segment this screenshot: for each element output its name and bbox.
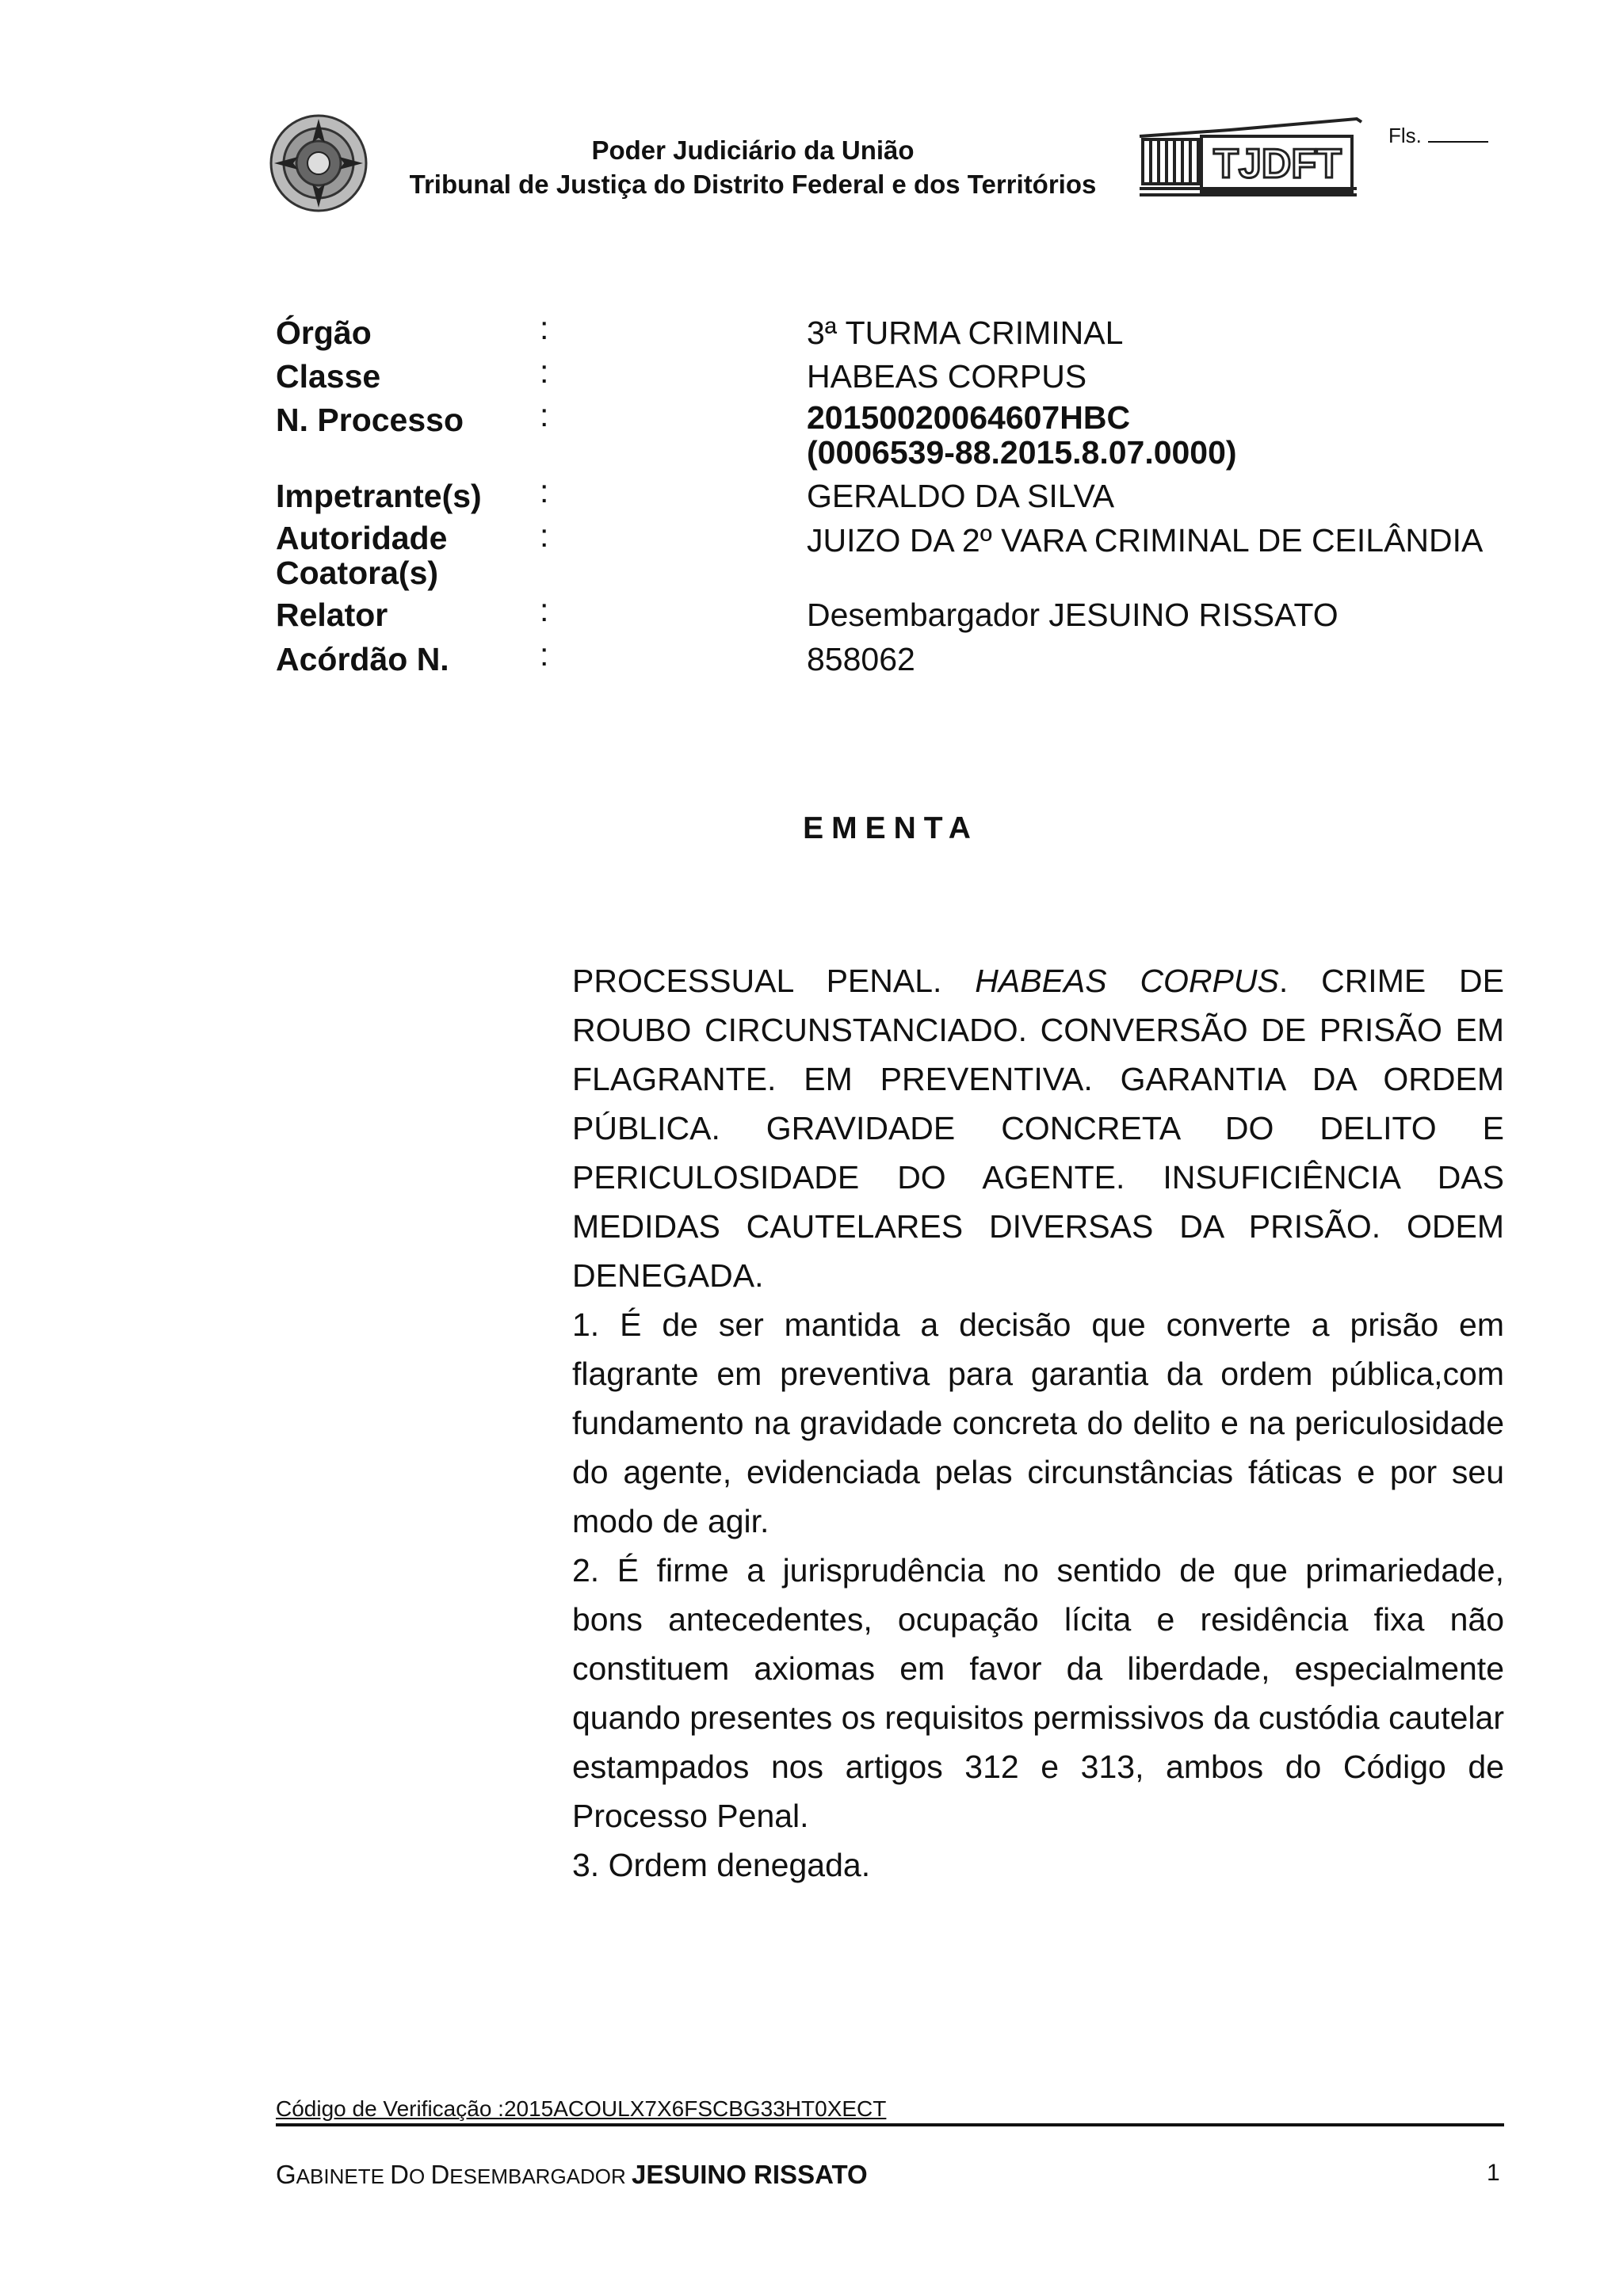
fls-field xyxy=(1388,124,1488,148)
colon: : xyxy=(540,310,549,346)
ementa-intro xyxy=(572,956,1504,1300)
relator-value: Desembargador JESUINO RISSATO xyxy=(807,597,1338,633)
gab-word-abinete: ABINETE xyxy=(296,2164,391,2188)
autoridade-label-line-1: Autoridade xyxy=(276,520,448,556)
impetrante-label: Impetrante(s) xyxy=(276,478,482,514)
impetrante-value: GERALDO DA SILVA xyxy=(807,478,1115,514)
autoridade-value: JUIZO DA 2º VARA CRIMINAL DE CEILÂNDIA xyxy=(807,522,1484,559)
header-title xyxy=(372,133,1133,201)
ementa-item-1: 1. É de ser mantida a decisão que converte a prisão em flagrante em preventiva para garantia da ordem pública,com fundamento na gravidade concreta do delito e na periculosidade do agente, evidenciada pelas circunstâncias fáticas e por seu modo de agir. xyxy=(572,1306,1504,1539)
colon: : xyxy=(540,517,549,554)
gab-initial-d2: D xyxy=(430,2160,450,2189)
footer-divider xyxy=(276,2123,1504,2126)
colon: : xyxy=(540,353,549,390)
gab-word-o: O xyxy=(409,2164,431,2188)
colon: : xyxy=(540,636,549,673)
fls-label: Fls. xyxy=(1388,124,1422,147)
processo-cnj-number: (0006539-88.2015.8.07.0000) xyxy=(807,434,1237,471)
colon: : xyxy=(540,592,549,628)
row-relator xyxy=(276,592,1512,635)
ementa-body xyxy=(572,956,1504,1890)
page-number: 1 xyxy=(1487,2160,1500,2186)
ementa-intro-start: PROCESSUAL PENAL. xyxy=(572,963,976,999)
orgao-value: 3ª TURMA CRIMINAL xyxy=(807,315,1124,351)
coat-of-arms-icon xyxy=(266,111,371,215)
relator-label: Relator xyxy=(276,597,388,633)
footer-gabinete xyxy=(276,2160,868,2190)
autoridade-label xyxy=(276,521,514,590)
classe-value: HABEAS CORPUS xyxy=(807,358,1087,395)
gab-name: JESUINO RISSATO xyxy=(632,2160,868,2189)
orgao-label: Órgão xyxy=(276,315,372,351)
row-classe xyxy=(276,353,1512,396)
row-autoridade xyxy=(276,517,1512,591)
tjdft-logo-icon xyxy=(1135,113,1366,201)
gab-initial-g: G xyxy=(276,2160,296,2189)
ementa-intro-rest: . CRIME DE ROUBO CIRCUNSTANCIADO. CONVERSÃO DE PRISÃO EM FLAGRANTE. EM PREVENTIVA. GARANTIA DA ORDEM PÚBLICA. GRAVIDADE CONCRETA DO DELITO E PERICULOSIDADE DO AGENTE. INSUFICIÊNCIA DAS MEDIDAS CAUTELARES DIVERSAS DA PRISÃO. ODEM DENEGADA. xyxy=(572,963,1504,1294)
gab-initial-d: D xyxy=(390,2160,409,2189)
row-orgao xyxy=(276,310,1512,353)
colon: : xyxy=(540,473,549,509)
fls-blank-line xyxy=(1428,124,1488,143)
classe-label: Classe xyxy=(276,358,381,395)
ementa-item-2: 2. É firme a jurisprudência no sentido de que primariedade, bons antecedentes, ocupação lícita e residência fixa não constituem axiomas em favor da liberdade, especialmente quando presentes os requisitos permissivos da custódia cautelar estampados nos artigos 312 e 313, ambos do Código de Processo Penal. xyxy=(572,1552,1504,1834)
colon: : xyxy=(540,397,549,433)
header-line-1: Poder Judiciário da União xyxy=(591,135,915,165)
ementa-title: EMENTA xyxy=(803,811,979,845)
tjdft-logo-text: TJDFT xyxy=(1213,141,1342,187)
acordao-label: Acórdão N. xyxy=(276,641,449,677)
processo-number: 20150020064607HBC xyxy=(807,399,1131,436)
ementa-intro-italic: HABEAS CORPUS xyxy=(975,963,1279,999)
gab-word-esembargador: ESEMBARGADOR xyxy=(449,2164,632,2188)
ementa-item-3: 3. Ordem denegada. xyxy=(572,1847,871,1883)
processo-label: N. Processo xyxy=(276,402,464,438)
verification-code: Código de Verificação :2015ACOULX7X6FSCBG33HT0XECT xyxy=(276,2096,887,2121)
autoridade-label-line-2: Coatora(s) xyxy=(276,555,439,591)
acordao-value: 858062 xyxy=(807,641,915,677)
row-processo xyxy=(276,397,1512,471)
row-acordao xyxy=(276,636,1512,679)
row-impetrante xyxy=(276,473,1512,516)
header-line-2: Tribunal de Justiça do Distrito Federal e dos Territórios xyxy=(409,170,1097,199)
processo-value xyxy=(807,400,1512,470)
